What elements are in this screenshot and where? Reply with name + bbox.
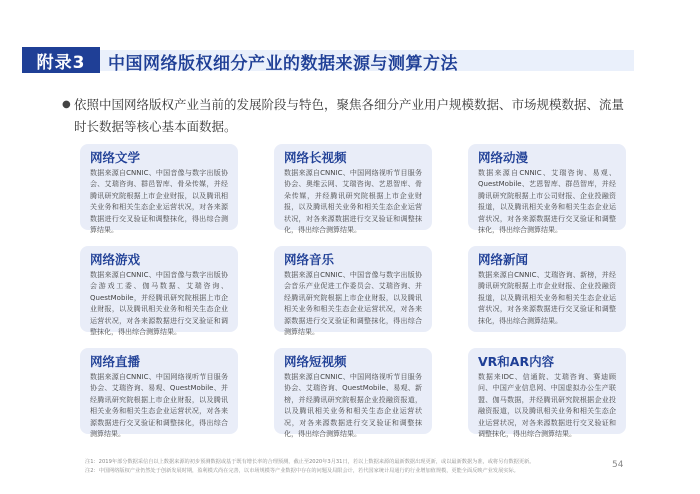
card-title: 网络长视频 <box>284 150 347 165</box>
card-body: 数据来源自CNNIC、中国网络视听节目服务协会、艾瑞咨询、QuestMobile、易观、新榜，并经腾讯研究院根据企业投融资报道，以及腾讯相关业务和相关生态企业运营状况，对各来源数据进行交叉验证和调整抹化，得出综合测算结果。 <box>284 373 422 439</box>
appendix-tag: 附录3 <box>22 47 100 73</box>
page-title: 中国网络版权细分产业的数据来源与测算方法 <box>108 54 458 74</box>
card-body: 数据来源自CNNIC、中国音像与数字出版协会游戏工委、伽马数据、艾瑞咨询、QuestMobile，并经腾讯研究院根据上市企业财报，以及腾讯相关业务和相关生态企业运营状况，对各来源数据进行交叉验证和调整抹化，得出综合测算结果。 <box>90 271 228 337</box>
bullet-icon: ● <box>62 99 71 110</box>
card-live-streaming <box>80 348 238 439</box>
card-long-video <box>274 144 432 235</box>
card-body: 数据来源自CNNIC、中国网络视听节目服务协会、奥维云网、艾瑞咨询、艺恩智库、骨朵传媒，并经腾讯研究院根据上市企业财报，以及腾讯相关业务和相关生态企业运营状况，对各来源数据进行交叉验证和调整抹化，得出综合测算结果。 <box>284 169 422 235</box>
intro-paragraph <box>62 94 634 138</box>
card-online-games <box>80 246 238 337</box>
card-title: VR和AR内容 <box>478 354 555 369</box>
card-body: 数据来IDC、信通院、艾瑞咨询、赛迪顾问、中国产业信息网、中国虚拟办公生产联盟、伽马数据，并经腾讯研究院根据企业投融资报道，以及腾讯相关业务和相关生态企业运营状况，对各来源数据进行交叉验证和调整抹化，得出综合测算结果。 <box>478 373 616 439</box>
card-title: 网络短视频 <box>284 354 347 369</box>
card-body: 数据来源自CNNIC、艾瑞咨询、易观、QuestMobile、艺恩智库、群邑智库，并经腾讯研究院根据上市公司财报、企业投融资报道，以及腾讯相关业务和相关生态企业运营状况，对各来源数据进行交叉验证和调整抹化，得出综合测算结果。 <box>478 169 616 235</box>
card-body: 数据来源自CNNIC、中国音像与数字出版协会、艾瑞咨询、群邑智库、骨朵传媒，并经腾讯研究院根据上市企业财报，以及腾讯相关业务和相关生态企业运营状况，对各来源数据进行交叉验证和调整抹化，得出综合测算结果。 <box>90 169 228 235</box>
card-title: 网络音乐 <box>284 252 335 267</box>
card-title: 网络游戏 <box>90 252 141 267</box>
card-body: 数据来源自CNNIC、中国网络视听节目服务协会、艾瑞咨询、易观、QuestMobile、并经腾讯研究院根据上市企业财报，以及腾讯相关业务和相关生态企业运营状况，对各来源数据进行交叉验证和调整抹化，得出综合测算结果。 <box>90 373 228 439</box>
card-animation <box>468 144 626 235</box>
card-title: 网络直播 <box>90 354 141 369</box>
card-vr-ar <box>468 348 626 439</box>
intro-text: 依照中国网络版权产业当前的发展阶段与特色，聚焦各细分产业用户规模数据、市场规模数据、流量时长数据等核心基本面数据。 <box>74 97 625 134</box>
card-short-video <box>274 348 432 439</box>
card-network-literature <box>80 144 238 235</box>
card-title: 网络文学 <box>90 150 141 165</box>
footnotes <box>85 458 605 476</box>
card-body: 数据来源自CNNIC、艾瑞咨询、新榜，并经腾讯研究院根据上市企业财报、企业投融资报道，以及腾讯相关业务和相关生态企业运营状况，对各来源数据进行交叉验证和调整抹化，得出综合测算结果。 <box>478 271 616 325</box>
footnote-1: 注1：2019年部分数据采信自以上数据来源的初步预测数据或基于既有增长率的合理预测，截止至2020年3月31日，若以上数据来源的最新数据出现更新，或以最新数据为准，或将另有数据更新。 <box>85 459 535 465</box>
card-title: 网络新闻 <box>478 252 529 267</box>
card-online-news <box>468 246 626 332</box>
footnote-2: 注2：中国网络版权产业仍然处于创新发展时期，盈利模式尚在完善，以市场规模等产业数据中存在的问题及局限会计，若代国家统计局通行的行业增加值规模，更能全面反映产业发展实际。 <box>85 468 519 474</box>
card-body: 数据来源自CNNIC、中国音像与数字出版协会音乐产业促进工作委员会、艾瑞咨询、并经腾讯研究院根据上市企业财报，以及腾讯相关业务和相关生态企业运营状况，对各来源数据进行交叉验证和调整抹化，得出综合测算结果。 <box>284 271 422 337</box>
card-title: 网络动漫 <box>478 150 529 165</box>
page-number: 54 <box>612 460 624 470</box>
card-online-music <box>274 246 432 337</box>
